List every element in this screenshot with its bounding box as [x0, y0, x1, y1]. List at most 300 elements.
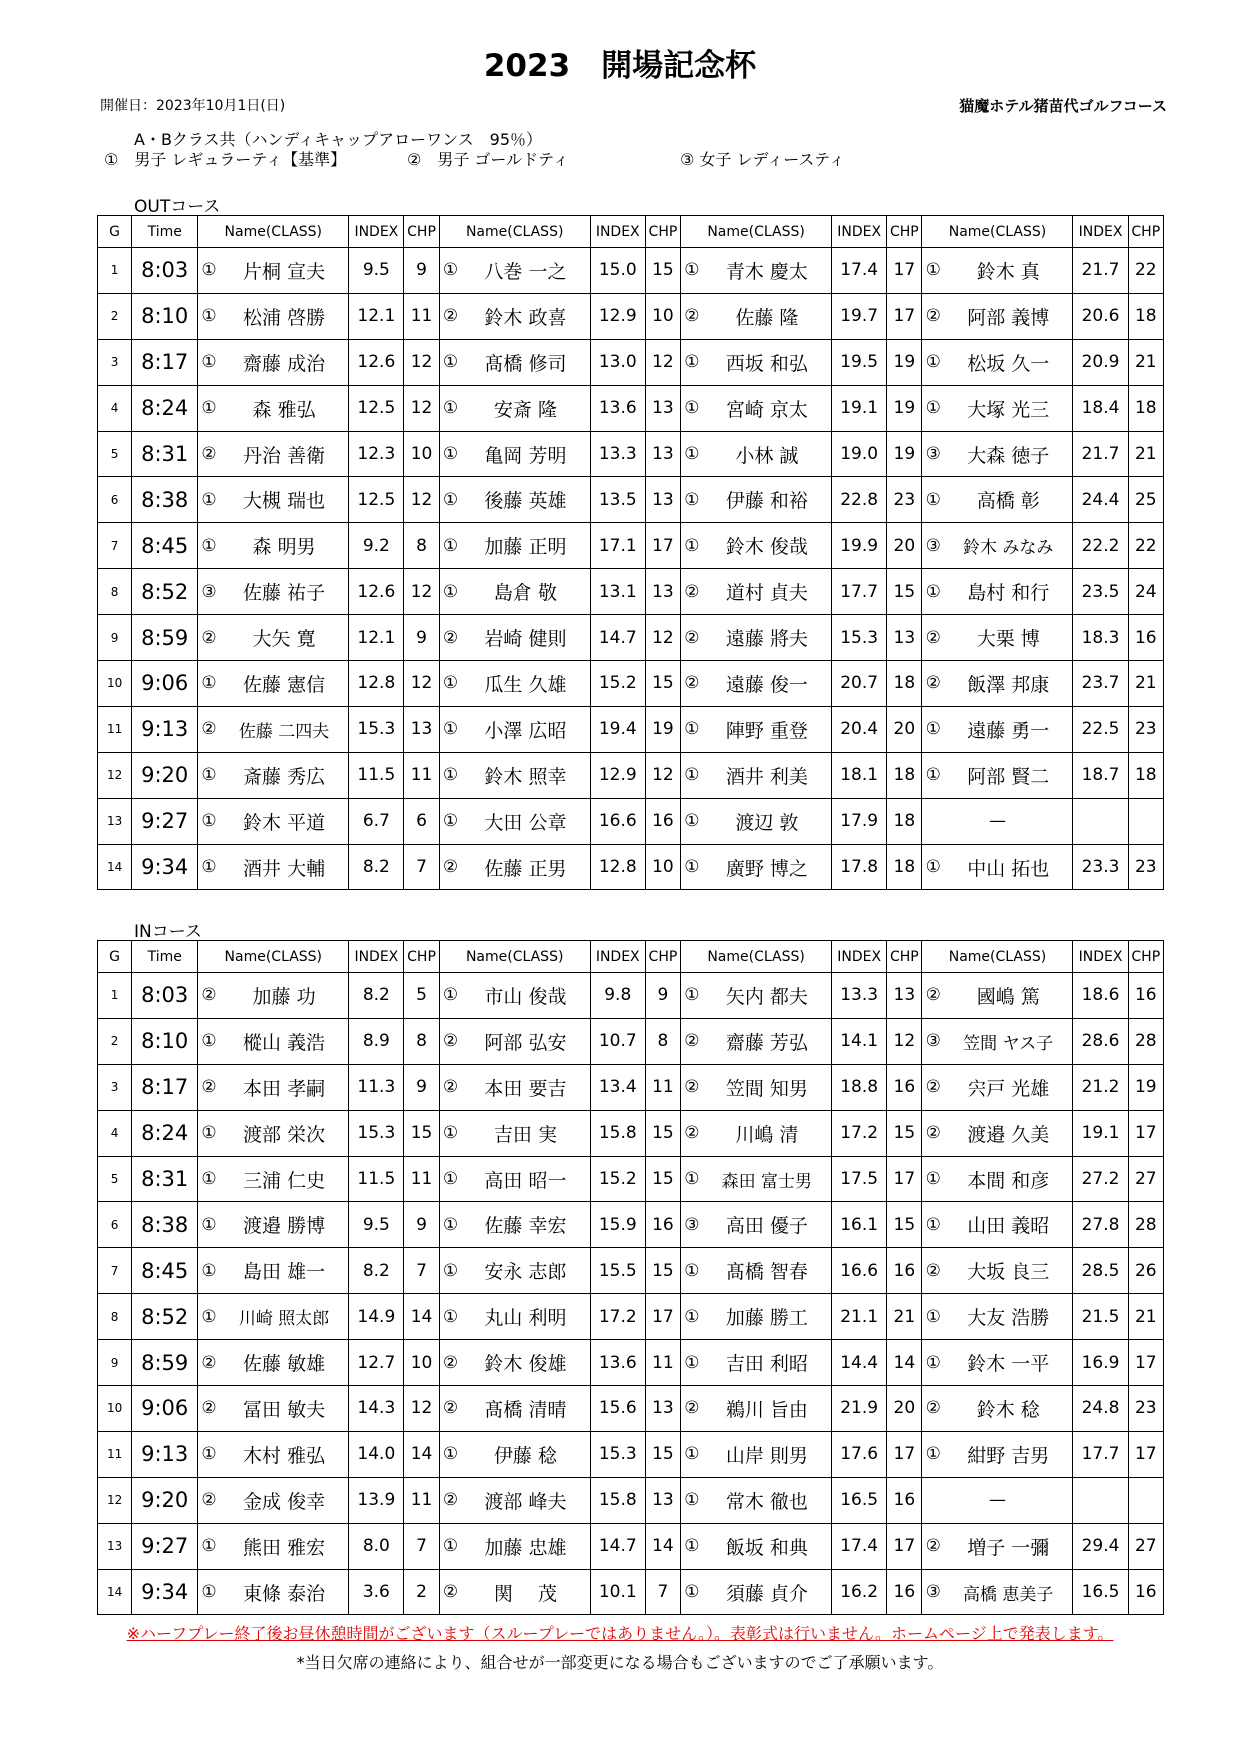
header-name: Name(CLASS): [681, 941, 832, 973]
player-chp: 22: [1128, 248, 1163, 294]
player-class: ②: [198, 1386, 220, 1432]
player-index: 20.9: [1073, 339, 1128, 385]
player-index: 12.6: [349, 569, 404, 615]
player-chp: 16: [887, 1248, 922, 1294]
header-chp: CHP: [887, 941, 922, 973]
header-index: INDEX: [590, 941, 645, 973]
table-row: [98, 431, 1164, 477]
player-index: 11.3: [349, 1064, 404, 1110]
player-chp: 21: [1128, 1294, 1163, 1340]
header-chp: CHP: [404, 941, 439, 973]
player-chp: 12: [404, 385, 439, 431]
player-name: 川嶋 清: [703, 1110, 832, 1156]
group-number: 1: [98, 248, 132, 294]
player-index: 23.5: [1073, 569, 1128, 615]
player-name: 佐藤 正男: [461, 844, 590, 890]
player-name: 八巻 一之: [461, 248, 590, 294]
player-chp: 21: [1128, 339, 1163, 385]
player-index: 9.5: [349, 248, 404, 294]
player-class: ①: [439, 973, 461, 1019]
player-chp: 14: [887, 1340, 922, 1386]
player-class: ①: [198, 1202, 220, 1248]
player-index: [1073, 798, 1128, 844]
player-name: 中山 拓也: [944, 844, 1073, 890]
player-chp: 15: [645, 661, 680, 707]
player-index: 17.2: [590, 1294, 645, 1340]
tee-legend-3: ③ 女子 レディースティ: [680, 150, 845, 169]
player-class: ①: [681, 1340, 703, 1386]
player-class: ①: [439, 706, 461, 752]
player-name: 丸山 利明: [461, 1294, 590, 1340]
player-chp: 10: [645, 293, 680, 339]
player-name: 吉田 利昭: [703, 1340, 832, 1386]
player-class: ②: [198, 706, 220, 752]
player-index: 17.5: [832, 1156, 887, 1202]
player-class: ①: [198, 477, 220, 523]
player-name: 遠藤 將夫: [703, 615, 832, 661]
player-chp: 15: [404, 1110, 439, 1156]
player-name: 佐藤 祐子: [220, 569, 349, 615]
table-row: [98, 523, 1164, 569]
player-class: ①: [681, 431, 703, 477]
tee-time: 9:20: [132, 752, 198, 798]
player-class: ①: [681, 1156, 703, 1202]
tee-time: 8:17: [132, 339, 198, 385]
table-row: [98, 1110, 1164, 1156]
table-row: [98, 1202, 1164, 1248]
player-index: 18.6: [1073, 973, 1128, 1019]
player-index: 12.8: [349, 661, 404, 707]
player-chp: 10: [645, 844, 680, 890]
player-class: ①: [681, 1431, 703, 1477]
player-index: 21.7: [1073, 431, 1128, 477]
player-index: 22.5: [1073, 706, 1128, 752]
player-chp: 12: [645, 615, 680, 661]
player-chp: 12: [404, 339, 439, 385]
tee-time: 8:52: [132, 1294, 198, 1340]
tee-time: 8:24: [132, 1110, 198, 1156]
player-class: ①: [198, 1569, 220, 1615]
player-chp: 21: [887, 1294, 922, 1340]
group-number: 7: [98, 523, 132, 569]
player-class: ①: [681, 973, 703, 1019]
player-name: 大田 公章: [461, 798, 590, 844]
player-index: 19.4: [590, 706, 645, 752]
player-index: 12.5: [349, 385, 404, 431]
player-index: 13.1: [590, 569, 645, 615]
player-name: 國嶋 篤: [944, 973, 1073, 1019]
player-chp: 16: [645, 798, 680, 844]
player-index: 12.5: [349, 477, 404, 523]
player-class: ①: [439, 1294, 461, 1340]
player-class: ①: [681, 752, 703, 798]
player-index: 17.2: [832, 1110, 887, 1156]
player-class: ①: [922, 1340, 944, 1386]
player-chp: 17: [1128, 1340, 1163, 1386]
player-index: 17.7: [832, 569, 887, 615]
player-name: 宍戸 光雄: [944, 1064, 1073, 1110]
player-class: ①: [198, 752, 220, 798]
player-name: 大坂 良三: [944, 1248, 1073, 1294]
player-class: ②: [922, 1110, 944, 1156]
player-name: 矢内 都夫: [703, 973, 832, 1019]
player-index: 16.2: [832, 1569, 887, 1615]
tee-time: 9:06: [132, 661, 198, 707]
tee-legend-2: ② 男子 ゴールドティ: [407, 150, 569, 169]
player-chp: 12: [887, 1018, 922, 1064]
player-index: 15.2: [590, 661, 645, 707]
player-chp: 15: [887, 569, 922, 615]
event-date: 開催日：2023年10月1日(日): [100, 98, 286, 114]
header-name: Name(CLASS): [922, 216, 1073, 248]
player-class: ①: [681, 1477, 703, 1523]
player-name: 西坂 和弘: [703, 339, 832, 385]
player-name: 髙橋 智春: [703, 1248, 832, 1294]
player-index: 12.9: [590, 752, 645, 798]
player-chp: 13: [887, 615, 922, 661]
group-number: 5: [98, 1156, 132, 1202]
player-class: ①: [198, 339, 220, 385]
player-chp: 16: [1128, 1569, 1163, 1615]
player-name: 紺野 吉男: [944, 1431, 1073, 1477]
player-class: ①: [198, 385, 220, 431]
player-name: 大森 徳子: [944, 431, 1073, 477]
group-number: 11: [98, 706, 132, 752]
player-index: 12.1: [349, 615, 404, 661]
player-chp: 15: [645, 1156, 680, 1202]
player-name: 岩崎 健則: [461, 615, 590, 661]
player-chp: 13: [645, 477, 680, 523]
player-index: 15.3: [349, 1110, 404, 1156]
player-name: 渡部 峰夫: [461, 1477, 590, 1523]
player-name: 松坂 久一: [944, 339, 1073, 385]
player-name: 加藤 忠雄: [461, 1523, 590, 1569]
player-index: 27.2: [1073, 1156, 1128, 1202]
player-class: ①: [922, 339, 944, 385]
player-chp: 20: [887, 1386, 922, 1432]
table-row: [98, 339, 1164, 385]
player-name: 冨田 敏夫: [220, 1386, 349, 1432]
table-row: [98, 1477, 1164, 1523]
player-name: 鈴木 みなみ: [944, 523, 1073, 569]
player-class: ①: [439, 798, 461, 844]
group-number: 5: [98, 431, 132, 477]
header-name: Name(CLASS): [198, 216, 349, 248]
player-index: 13.3: [590, 431, 645, 477]
player-chp: 18: [1128, 385, 1163, 431]
player-class: ①: [681, 1523, 703, 1569]
player-index: 15.3: [590, 1431, 645, 1477]
player-class: ①: [439, 1523, 461, 1569]
player-index: 19.0: [832, 431, 887, 477]
player-index: 18.7: [1073, 752, 1128, 798]
player-class: ①: [198, 1248, 220, 1294]
header-chp: CHP: [645, 216, 680, 248]
tee-time: 8:52: [132, 569, 198, 615]
player-name: 加藤 正明: [461, 523, 590, 569]
player-index: 8.2: [349, 844, 404, 890]
player-chp: 13: [645, 1477, 680, 1523]
player-index: 8.9: [349, 1018, 404, 1064]
player-name: 伊藤 和裕: [703, 477, 832, 523]
player-class: ②: [922, 615, 944, 661]
player-class: ①: [439, 1156, 461, 1202]
player-name: 熊田 雅宏: [220, 1523, 349, 1569]
player-chp: 17: [645, 523, 680, 569]
player-index: 11.5: [349, 752, 404, 798]
player-index: [1073, 1477, 1128, 1523]
header-chp: CHP: [887, 216, 922, 248]
group-number: 12: [98, 752, 132, 798]
group-number: 9: [98, 1340, 132, 1386]
player-index: 9.5: [349, 1202, 404, 1248]
player-chp: 8: [404, 1018, 439, 1064]
player-name: 道村 貞夫: [703, 569, 832, 615]
player-chp: 11: [404, 1477, 439, 1523]
player-class: ①: [922, 385, 944, 431]
player-chp: 13: [645, 1386, 680, 1432]
tee-time: 8:24: [132, 385, 198, 431]
table-row: [98, 1248, 1164, 1294]
player-class: ②: [681, 1386, 703, 1432]
player-index: 16.6: [590, 798, 645, 844]
player-index: 10.7: [590, 1018, 645, 1064]
player-index: 14.1: [832, 1018, 887, 1064]
player-chp: 9: [404, 248, 439, 294]
player-index: 14.7: [590, 615, 645, 661]
player-class: ②: [439, 1477, 461, 1523]
player-index: 17.4: [832, 248, 887, 294]
player-index: 22.8: [832, 477, 887, 523]
player-class: ②: [198, 1064, 220, 1110]
player-index: 12.3: [349, 431, 404, 477]
player-chp: 13: [887, 973, 922, 1019]
group-number: 10: [98, 661, 132, 707]
player-name: 飯澤 邦康: [944, 661, 1073, 707]
player-class: ①: [198, 1018, 220, 1064]
player-class: ②: [681, 615, 703, 661]
player-class: ②: [439, 1386, 461, 1432]
player-index: 20.4: [832, 706, 887, 752]
player-index: 14.9: [349, 1294, 404, 1340]
player-index: 15.8: [590, 1477, 645, 1523]
player-name: 遠藤 俊一: [703, 661, 832, 707]
player-class: ②: [922, 293, 944, 339]
player-name: 鈴木 政喜: [461, 293, 590, 339]
player-chp: 27: [1128, 1523, 1163, 1569]
player-name: 阿部 賢二: [944, 752, 1073, 798]
tee-legend-1: ① 男子 レギュラーティ【基準】: [104, 150, 347, 169]
header-chp: CHP: [404, 216, 439, 248]
player-name: 高田 優子: [703, 1202, 832, 1248]
table-row: [98, 615, 1164, 661]
player-name: 樅山 義浩: [220, 1018, 349, 1064]
player-chp: 15: [645, 1431, 680, 1477]
tee-time: 8:59: [132, 1340, 198, 1386]
tee-time: 9:06: [132, 1386, 198, 1432]
table-row: [98, 1523, 1164, 1569]
header-time: Time: [132, 216, 198, 248]
tee-time: 8:10: [132, 1018, 198, 1064]
player-name: 宮崎 京太: [703, 385, 832, 431]
player-class: ①: [439, 1431, 461, 1477]
player-name: 渡部 栄次: [220, 1110, 349, 1156]
player-class: ①: [439, 385, 461, 431]
player-index: 22.2: [1073, 523, 1128, 569]
player-chp: 16: [887, 1064, 922, 1110]
player-index: 8.0: [349, 1523, 404, 1569]
player-chp: 18: [1128, 752, 1163, 798]
group-number: 3: [98, 339, 132, 385]
tee-legend: [104, 147, 1164, 169]
header-index: INDEX: [832, 941, 887, 973]
player-class: ③: [198, 569, 220, 615]
player-name: 本田 要吉: [461, 1064, 590, 1110]
player-class: ②: [439, 293, 461, 339]
player-class: ①: [922, 752, 944, 798]
player-class: ②: [198, 973, 220, 1019]
player-name: 大友 浩勝: [944, 1294, 1073, 1340]
header-g: G: [98, 941, 132, 973]
player-class: ①: [198, 661, 220, 707]
player-name: 山岸 則男: [703, 1431, 832, 1477]
player-chp: 14: [645, 1523, 680, 1569]
player-index: 8.2: [349, 1248, 404, 1294]
player-class: ①: [681, 385, 703, 431]
header-name: Name(CLASS): [439, 941, 590, 973]
table-row: [98, 477, 1164, 523]
tee-time: 9:27: [132, 1523, 198, 1569]
tee-time: 8:38: [132, 1202, 198, 1248]
player-chp: [1128, 798, 1163, 844]
player-index: 11.5: [349, 1156, 404, 1202]
player-class: ①: [198, 798, 220, 844]
player-name: 酒井 大輔: [220, 844, 349, 890]
player-name: 高田 昭一: [461, 1156, 590, 1202]
handicap-note: A・Bクラス共（ハンディキャップアローワンス 95％）: [134, 130, 543, 149]
player-chp: 9: [645, 973, 680, 1019]
player-index: 27.8: [1073, 1202, 1128, 1248]
table-row: [98, 973, 1164, 1019]
player-name: 加藤 勝工: [703, 1294, 832, 1340]
player-class: ②: [439, 1340, 461, 1386]
player-index: 16.5: [1073, 1569, 1128, 1615]
player-class: ②: [439, 615, 461, 661]
header-index: INDEX: [832, 216, 887, 248]
player-name: 鈴木 照幸: [461, 752, 590, 798]
player-chp: 17: [887, 1523, 922, 1569]
empty-slot: —: [922, 798, 1073, 844]
header-name: Name(CLASS): [439, 216, 590, 248]
player-index: 21.2: [1073, 1064, 1128, 1110]
tee-time: 9:27: [132, 798, 198, 844]
player-class: ②: [681, 1018, 703, 1064]
player-name: 鵜川 旨由: [703, 1386, 832, 1432]
player-name: 増子 一彌: [944, 1523, 1073, 1569]
player-name: 安永 志郎: [461, 1248, 590, 1294]
player-chp: 13: [645, 385, 680, 431]
tee-time: 8:38: [132, 477, 198, 523]
player-class: ①: [681, 798, 703, 844]
table-row: [98, 661, 1164, 707]
player-class: ①: [681, 1248, 703, 1294]
player-chp: 9: [404, 615, 439, 661]
player-chp: 12: [404, 477, 439, 523]
player-index: 23.7: [1073, 661, 1128, 707]
player-chp: 20: [887, 706, 922, 752]
player-name: 島田 雄一: [220, 1248, 349, 1294]
player-chp: 18: [887, 798, 922, 844]
player-index: 23.3: [1073, 844, 1128, 890]
player-index: 15.3: [349, 706, 404, 752]
player-name: 髙橋 修司: [461, 339, 590, 385]
player-chp: 12: [645, 752, 680, 798]
header-index: INDEX: [349, 216, 404, 248]
player-chp: 15: [645, 1248, 680, 1294]
player-index: 17.8: [832, 844, 887, 890]
player-index: 20.7: [832, 661, 887, 707]
player-index: 12.1: [349, 293, 404, 339]
player-chp: 23: [887, 477, 922, 523]
player-index: 16.9: [1073, 1340, 1128, 1386]
player-class: ①: [439, 431, 461, 477]
player-class: ②: [439, 844, 461, 890]
tee-time: 9:34: [132, 844, 198, 890]
player-chp: 16: [887, 1569, 922, 1615]
player-name: 小林 誠: [703, 431, 832, 477]
player-name: 齋藤 芳弘: [703, 1018, 832, 1064]
group-number: 6: [98, 1202, 132, 1248]
player-chp: 7: [404, 1523, 439, 1569]
player-name: 吉田 実: [461, 1110, 590, 1156]
player-index: 13.6: [590, 1340, 645, 1386]
player-index: 15.2: [590, 1156, 645, 1202]
in-course-label: INコース: [134, 922, 202, 942]
player-class: ①: [439, 1110, 461, 1156]
player-class: ②: [681, 1064, 703, 1110]
player-chp: 18: [1128, 293, 1163, 339]
player-index: 12.9: [590, 293, 645, 339]
player-chp: 13: [645, 569, 680, 615]
player-name: 阿部 弘安: [461, 1018, 590, 1064]
player-index: 28.6: [1073, 1018, 1128, 1064]
player-chp: 15: [645, 1110, 680, 1156]
player-index: 13.5: [590, 477, 645, 523]
player-name: 斎藤 秀広: [220, 752, 349, 798]
player-index: 10.1: [590, 1569, 645, 1615]
player-chp: 15: [887, 1110, 922, 1156]
table-row: [98, 1569, 1164, 1615]
player-index: 15.5: [590, 1248, 645, 1294]
header-index: INDEX: [1073, 216, 1128, 248]
table-row: [98, 1340, 1164, 1386]
player-chp: 8: [404, 523, 439, 569]
player-name: 小澤 広昭: [461, 706, 590, 752]
group-number: 14: [98, 1569, 132, 1615]
player-chp: 9: [404, 1202, 439, 1248]
player-chp: 28: [1128, 1202, 1163, 1248]
header-name: Name(CLASS): [681, 216, 832, 248]
group-number: 14: [98, 844, 132, 890]
group-number: 11: [98, 1431, 132, 1477]
player-name: 本間 和彦: [944, 1156, 1073, 1202]
player-index: 21.5: [1073, 1294, 1128, 1340]
player-chp: 16: [887, 1477, 922, 1523]
player-index: 13.9: [349, 1477, 404, 1523]
player-index: 19.5: [832, 339, 887, 385]
player-index: 24.4: [1073, 477, 1128, 523]
tee-time: 8:03: [132, 973, 198, 1019]
